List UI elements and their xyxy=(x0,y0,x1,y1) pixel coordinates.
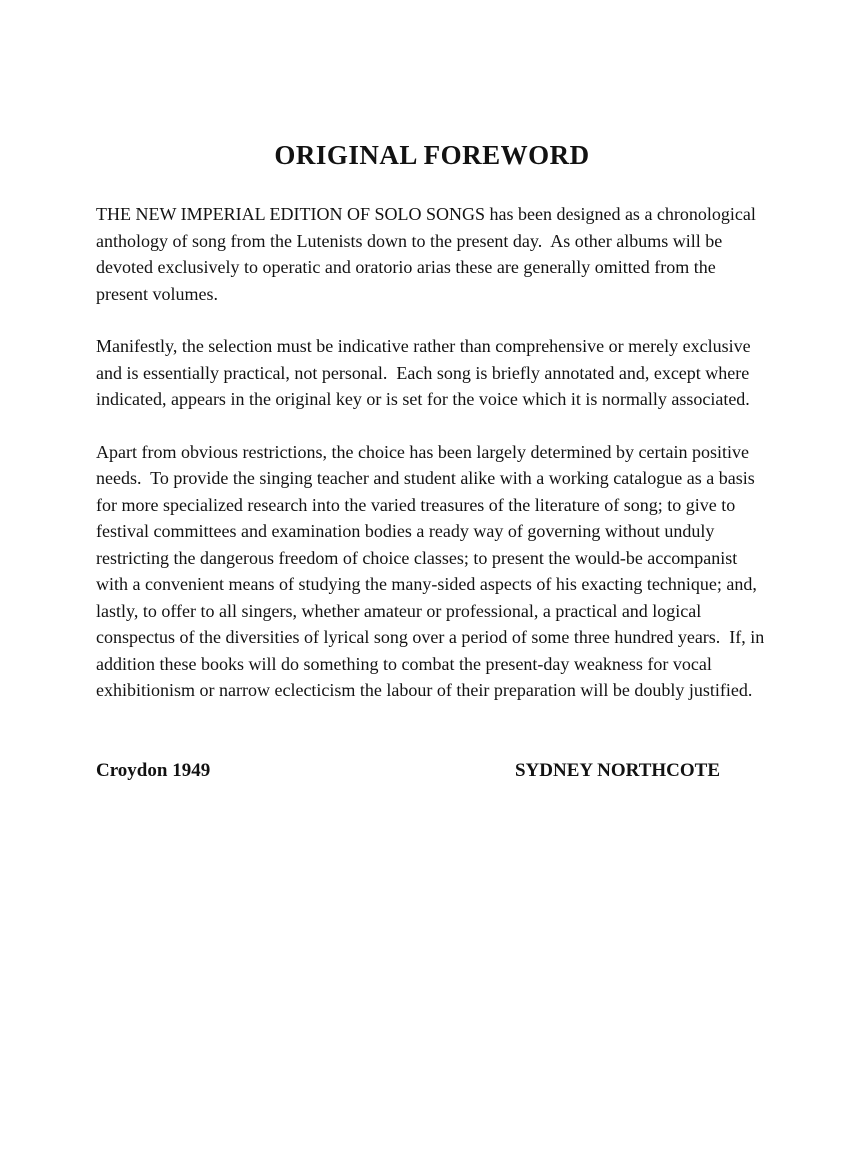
foreword-paragraph-1: THE NEW IMPERIAL EDITION OF SOLO SONGS has been designed as a chronological anthology of song from the Lutenists down to the present day. As other albums will be devoted exclusively to operatic and oratorio arias these are generally omitted from the present volumes. xyxy=(96,204,761,304)
foreword-paragraph-2: Manifestly, the selection must be indicative rather than comprehensive or merely exclusive and is essentially practical, not personal. Each song is briefly annotated and, except where indicated, appears in the original key or is set for the voice which it is normally associated. xyxy=(96,336,756,409)
foreword-paragraph-3: Apart from obvious restrictions, the choice has been largely determined by certain positive needs. To provide the singing teacher and student alike with a working catalogue as a basis for more specialized research into the varied treasures of the literature of song; to give to festival committees and examination bodies a ready way of governing without unduly restricting the dangerous freedom of choice classes; to present the would-be accompanist with a convenient means of studying the many-sided aspects of his exacting technique; and, lastly, to offer to all singers, whether amateur or professional, a practical and logical conspectus of the diversities of lyrical song over a period of some three hundred years. If, in addition these books will do something to combat the present-day weakness for vocal exhibitionism or narrow eclecticism the labour of their preparation will be doubly justified. xyxy=(96,441,769,700)
foreword-body xyxy=(96,201,768,704)
footer xyxy=(96,760,768,782)
footer-place-date: Croydon 1949 xyxy=(96,759,211,781)
page-title: ORIGINAL FOREWORD xyxy=(274,140,590,170)
footer-author: SYDNEY NORTHCOTE xyxy=(514,759,720,781)
